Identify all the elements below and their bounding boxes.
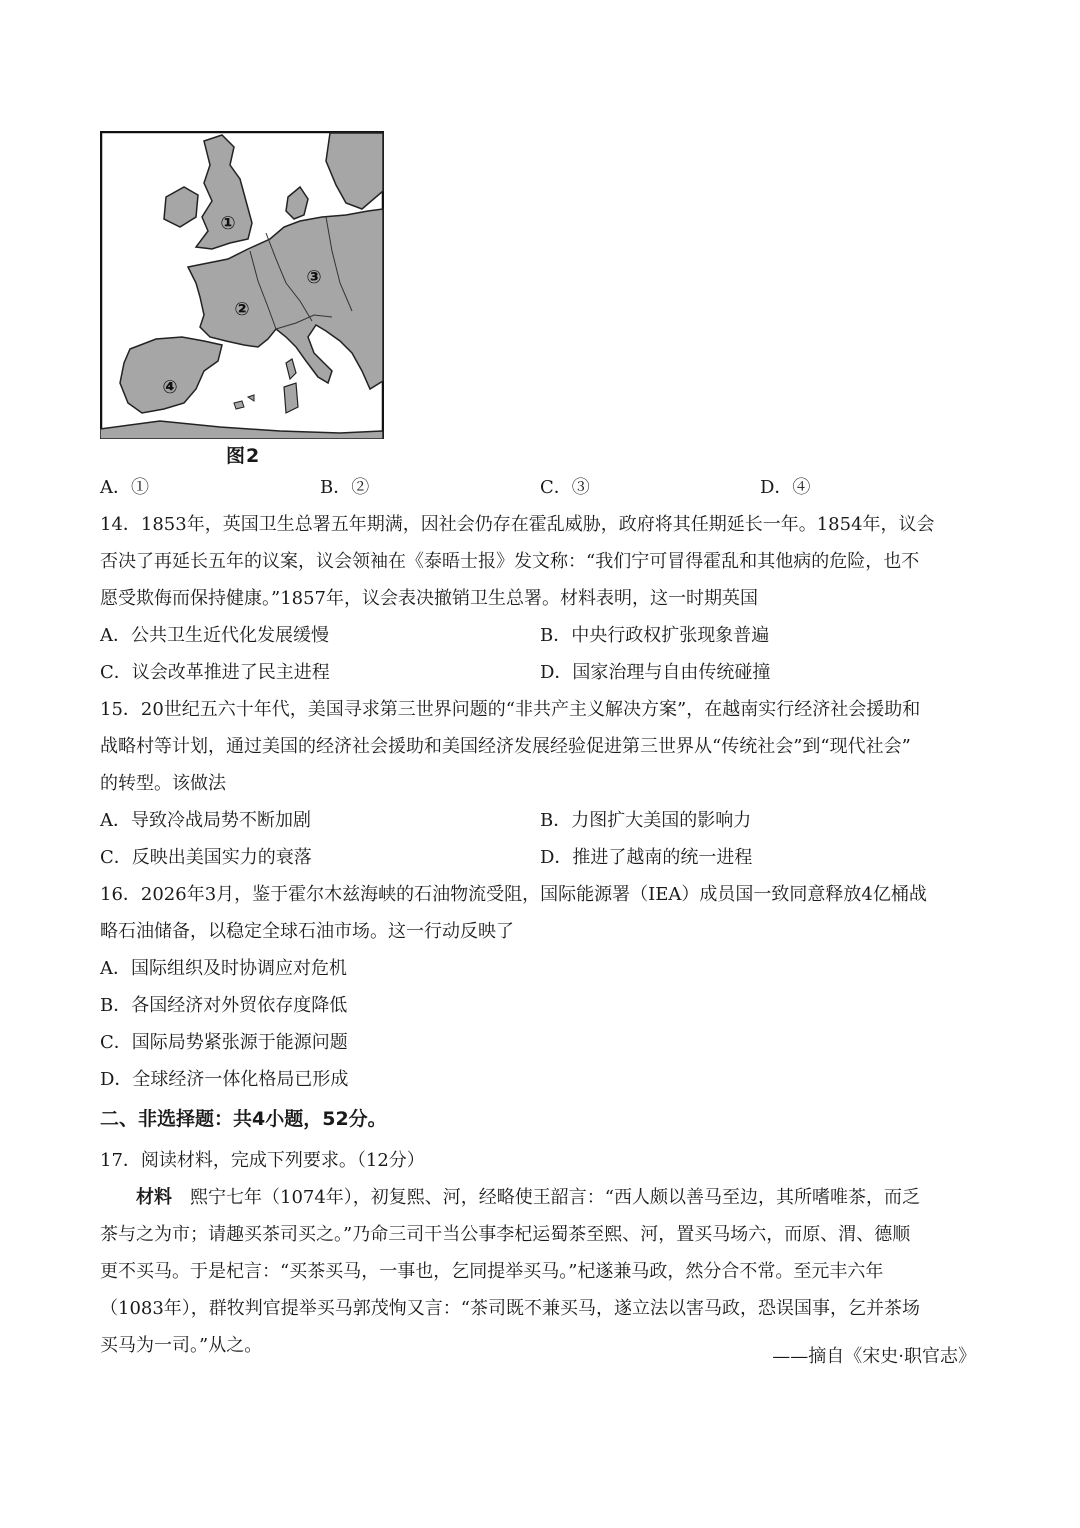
q14-option-d[interactable]: D．国家治理与自由传统碰撞 (540, 662, 771, 683)
q16-stem-line: 16．2026年3月，鉴于霍尔木兹海峡的石油物流受阻，国际能源署（IEA）成员国一致同意释放4亿桶战 (100, 884, 927, 905)
material-text: 熙宁七年（1074年），初复熙、河，经略使王韶言：“西人颇以善马至边，其所嗜唯茶，而乏 (190, 1187, 921, 1208)
marker-2: ② (234, 299, 250, 320)
q16-option-d[interactable]: D．全球经济一体化格局已形成 (100, 1069, 349, 1090)
q15-stem-line: 战略村等计划，通过美国的经济社会援助和美国经济发展经验促进第三世界从“传统社会”到“现代社会” (100, 736, 911, 757)
q17-material-line: 茶与之为市；请趣买茶司买之。”乃命三司干当公事李杞运蜀茶至熙、河，置买马场六，而原、渭、德顺 (100, 1224, 911, 1245)
marker-3: ③ (306, 267, 322, 288)
q14-option-c[interactable]: C．议会改革推进了民主进程 (100, 662, 330, 683)
q14-stem-line: 愿受欺侮而保持健康。”1857年，议会表决撤销卫生总署。材料表明，这一时期英国 (100, 588, 759, 609)
q17-material-line: 买马为一司。”从之。 (100, 1335, 263, 1356)
q13-option-b[interactable]: B．② (320, 477, 370, 498)
q16-option-b[interactable]: B．各国经济对外贸依存度降低 (100, 995, 348, 1016)
section-heading: 二、非选择题：共4小题，52分。 (100, 1108, 387, 1130)
balearic-island (234, 401, 244, 409)
q14-stem-line: 14．1853年，英国卫生总署五年期满，因社会仍存在霍乱威胁，政府将其任期延长一年。1854年，议会 (100, 514, 935, 535)
material-source: ——摘自《宋史·职官志》 (772, 1346, 976, 1367)
q17-material-line: （1083年），群牧判官提举买马郭茂恂又言：“茶司既不兼买马，遂立法以害马政，恐误国事，乞并茶场 (100, 1298, 921, 1319)
sardinia-island (284, 383, 298, 413)
q13-option-c[interactable]: C．③ (540, 477, 590, 498)
q14-stem-line: 否决了再延长五年的议案，议会领袖在《泰晤士报》发文称：“我们宁可冒得霍乱和其他病的危险，也不 (100, 551, 920, 572)
q17-stem: 17．阅读材料，完成下列要求。（12分） (100, 1150, 425, 1171)
q14-option-a[interactable]: A．公共卫生近代化发展缓慢 (100, 625, 329, 646)
figure-caption: 图2 (226, 445, 261, 467)
marker-1: ① (220, 213, 236, 234)
q15-option-b[interactable]: B．力图扩大美国的影响力 (540, 810, 752, 831)
q16-option-c[interactable]: C．国际局势紧张源于能源问题 (100, 1032, 348, 1053)
europe-map-figure (100, 131, 384, 439)
q16-stem-line: 略石油储备，以稳定全球石油市场。这一行动反映了 (100, 921, 514, 942)
q17-material-line: 更不买马。于是杞言：“买茶买马，一事也，乞同提举买马。”杞遂兼马政，然分合不常。至元丰六年 (100, 1261, 884, 1282)
q13-option-d[interactable]: D．④ (760, 477, 811, 498)
marker-4: ④ (162, 377, 178, 398)
europe-map-svg (100, 131, 384, 439)
q15-option-c[interactable]: C．反映出美国实力的衰落 (100, 847, 312, 868)
material-label: 材料 (136, 1187, 172, 1208)
q15-stem-line: 的转型。该做法 (100, 773, 226, 794)
q16-option-a[interactable]: A．国际组织及时协调应对危机 (100, 958, 347, 979)
q15-option-d[interactable]: D．推进了越南的统一进程 (540, 847, 753, 868)
q14-option-b[interactable]: B．中央行政权扩张现象普遍 (540, 625, 770, 646)
q17-material-line-1 (136, 1189, 920, 1207)
q15-stem-line: 15．20世纪五六十年代，美国寻求第三世界问题的“非共产主义解决方案”，在越南实行经济社会援助和 (100, 699, 921, 720)
q15-option-a[interactable]: A．导致冷战局势不断加剧 (100, 810, 311, 831)
q13-option-a[interactable]: A．① (100, 477, 149, 498)
